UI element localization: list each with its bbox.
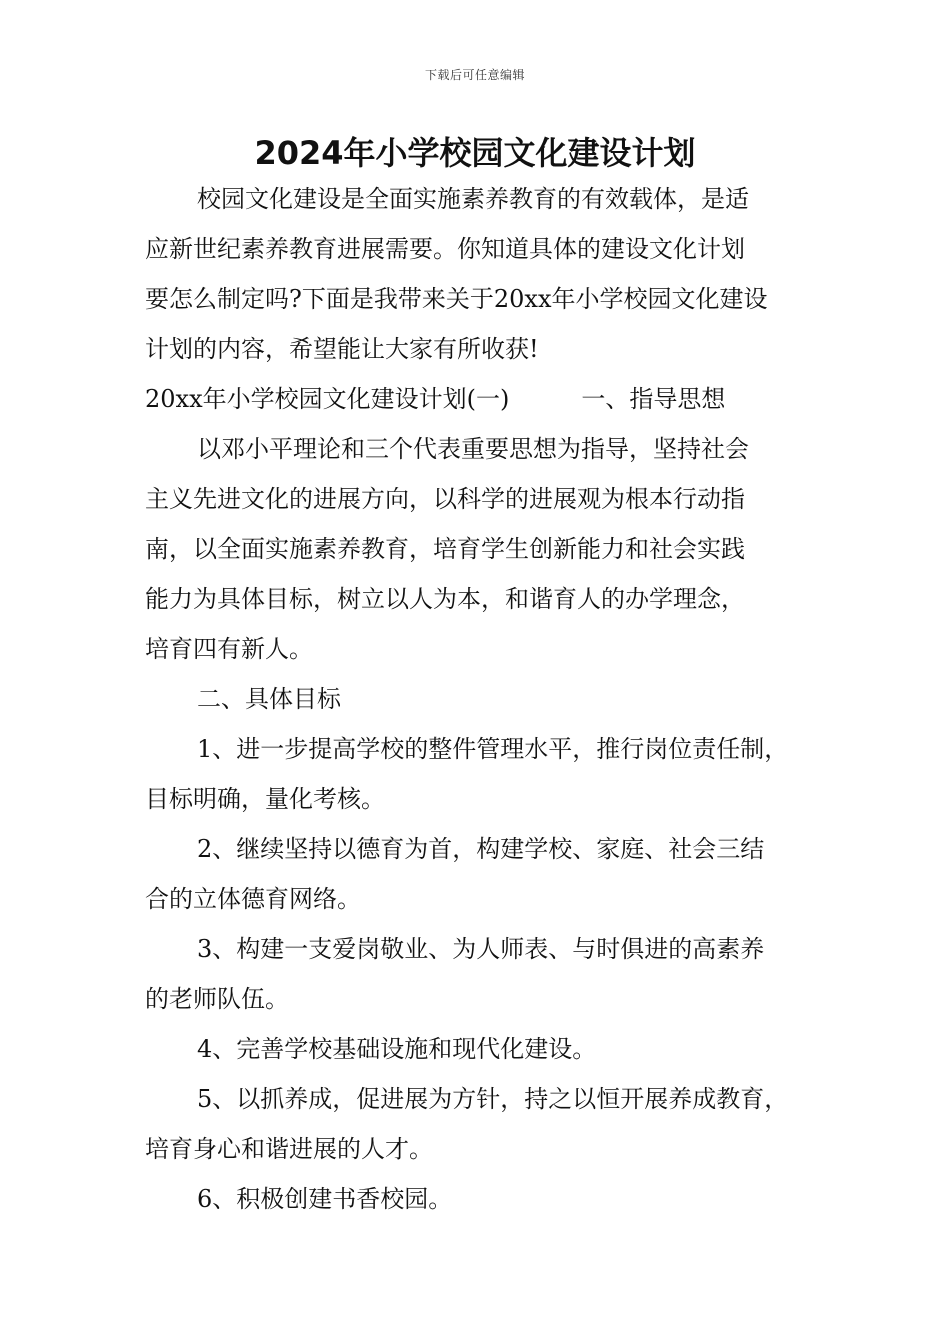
body-line: 1、进一步提高学校的整件管理水平，推行岗位责任制， [197, 735, 789, 763]
body-line: 南，以全面实施素养教育，培育学生创新能力和社会实践 [145, 535, 745, 563]
body-line: 合的立体德育网络。 [145, 885, 361, 913]
body-line: 校园文化建设是全面实施素养教育的有效载体，是适 [197, 185, 749, 213]
body-line: 5、以抓养成，促进展为方针，持之以恒开展养成教育， [197, 1085, 789, 1113]
body-line: 2、继续坚持以德育为首，构建学校、家庭、社会三结 [197, 835, 765, 863]
document-body [145, 174, 835, 1224]
body-line: 培育身心和谐进展的人才。 [145, 1135, 433, 1163]
body-line: 3、构建一支爱岗敬业、为人师表、与时俱进的高素养 [197, 935, 765, 963]
page-header-note: 下载后可任意编辑 [424, 68, 525, 82]
body-line: 4、完善学校基础设施和现代化建设。 [197, 1035, 597, 1063]
body-line: 主义先进文化的进展方向，以科学的进展观为根本行动指 [145, 485, 745, 513]
body-line: 目标明确，量化考核。 [145, 785, 385, 813]
body-line: 培育四有新人。 [145, 635, 313, 663]
body-line: 计划的内容，希望能让大家有所收获! [145, 335, 539, 363]
body-line: 要怎么制定吗?下面是我带来关于20xx年小学校园文化建设 [145, 285, 768, 313]
body-line: 应新世纪素养教育进展需要。你知道具体的建设文化计划 [145, 235, 745, 263]
body-line: 二、具体目标 [197, 685, 341, 713]
body-line: 6、积极创建书香校园。 [197, 1185, 453, 1213]
body-line: 20xx年小学校园文化建设计划(一) 一、指导思想 [145, 385, 726, 413]
body-line: 的老师队伍。 [145, 985, 289, 1013]
document-title: 2024年小学校园文化建设计划 [254, 134, 696, 172]
body-line: 以邓小平理论和三个代表重要思想为指导，坚持社会 [197, 435, 749, 463]
body-line: 能力为具体目标，树立以人为本，和谐育人的办学理念， [145, 585, 745, 613]
